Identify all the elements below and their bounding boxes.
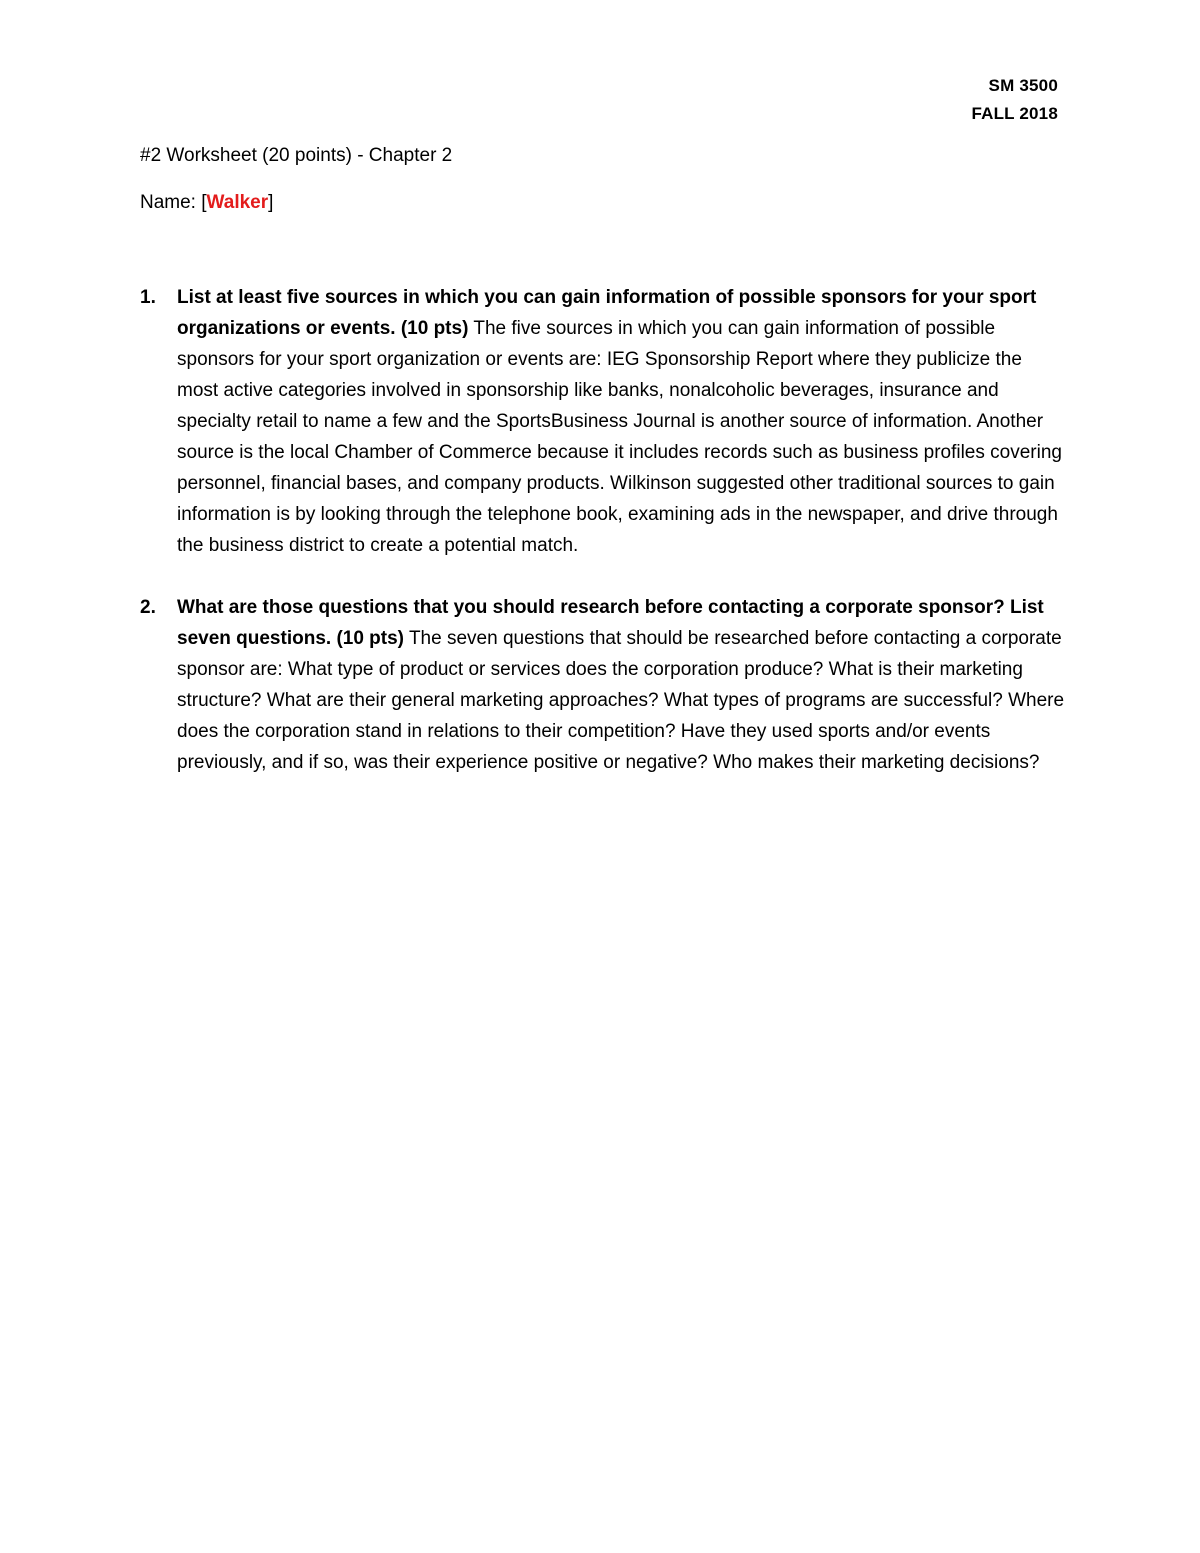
question-number: 2. bbox=[140, 597, 156, 618]
question-text bbox=[177, 592, 1065, 778]
question-item bbox=[140, 592, 1065, 778]
question-answer: The seven questions that should be researched before contacting a corporate sponsor are: What type of product or services does the corporation produce? What is their marketing structure? What are their general marketing approaches? What types of programs are successful? Where does the corporation stand in relations to their competition? Have they used sports and/or events previously, and if so, was their experience positive or negative? Who makes their marketing decisions? bbox=[177, 628, 1065, 773]
name-close-bracket: ] bbox=[268, 192, 274, 213]
question-text bbox=[177, 282, 1065, 561]
course-code: SM 3500 bbox=[988, 76, 1058, 95]
question-answer: The five sources in which you can gain information of possible sponsors for your sport organization or events are: IEG Sponsorship Report where they publicize the most active categories involved in sponsorship like banks, nonalcoholic beverages, insurance and specialty retail to name a few and the SportsBusiness Journal is another source of information. Another source is the local Chamber of Commerce because it includes records such as business profiles covering personnel, financial bases, and company products. Wilkinson suggested other traditional sources to gain information is by looking through the telephone book, examining ads in the newspaper, and drive through the business district to create a potential match. bbox=[177, 318, 1062, 556]
question-list bbox=[140, 282, 1065, 809]
name-line bbox=[140, 189, 273, 217]
question-number: 1. bbox=[140, 287, 156, 308]
student-name: Walker bbox=[206, 192, 269, 213]
question-item bbox=[140, 282, 1065, 561]
question-prompt: What are those questions that you should research before contacting a corporate sponsor? List seven questions. (10 pts) bbox=[177, 597, 1044, 649]
question-prompt: List at least five sources in which you can gain information of possible sponsors for your sport organizations or events. (10 pts) bbox=[177, 287, 1037, 339]
name-label: Name: [ bbox=[140, 192, 207, 213]
worksheet-title: #2 Worksheet (20 points) - Chapter 2 bbox=[140, 145, 453, 166]
course-term: FALL 2018 bbox=[971, 104, 1058, 123]
course-header bbox=[971, 72, 1058, 128]
